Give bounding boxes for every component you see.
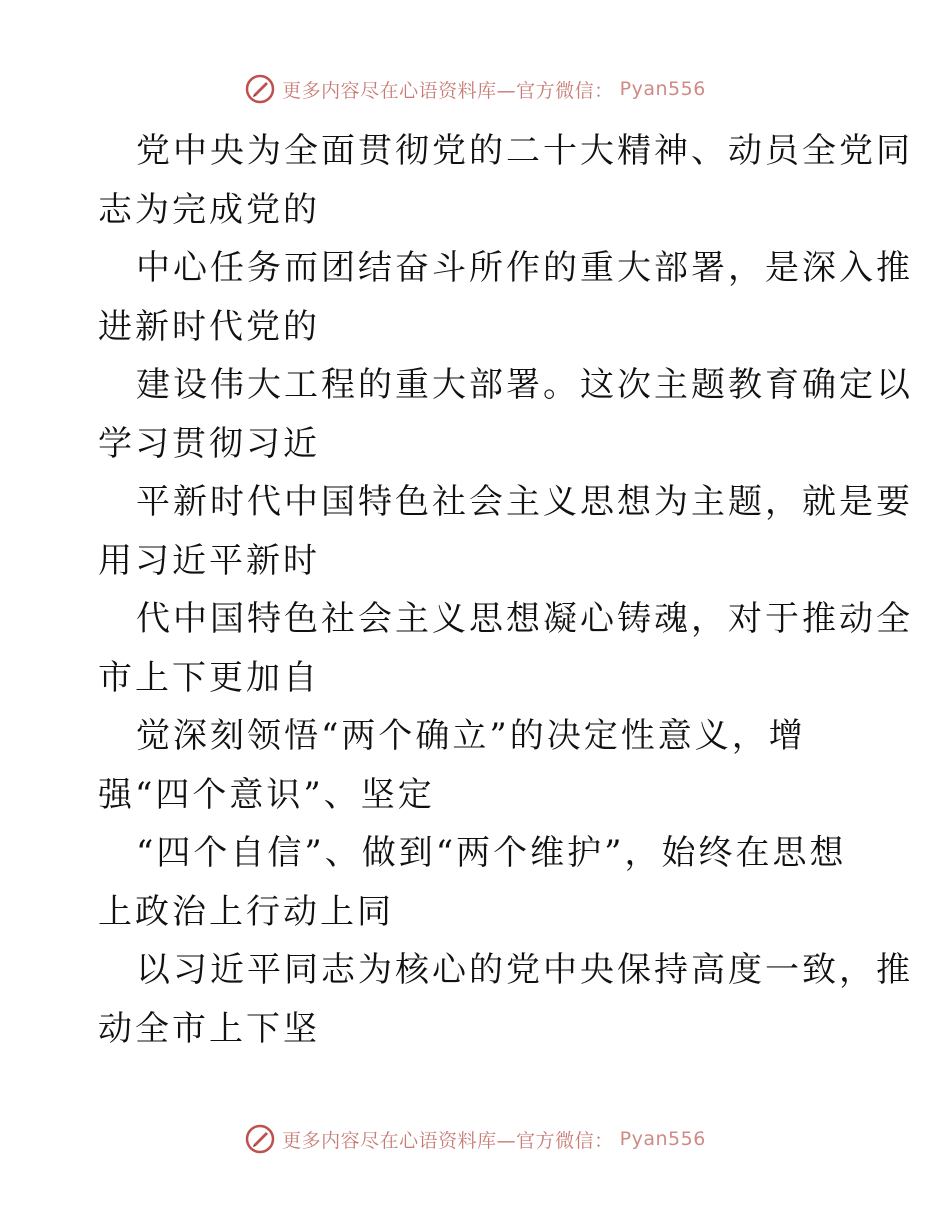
watermark-text: 更多内容尽在心语资料库—官方微信： (282, 1129, 614, 1152)
text-line: 上政治上行动上同 (98, 891, 394, 932)
text-line: 志为完成党的 (98, 189, 320, 230)
text-line: 平新时代中国特色社会主义思想为主题，就是要 (136, 482, 913, 522)
text-line: 动全市上下坚 (98, 1008, 320, 1049)
watermark-wechat-id: Pyan556 (619, 1128, 706, 1150)
text-line: 觉深刻领悟“两个确立”的决定性意义，增 (136, 716, 806, 756)
footer-watermark (0, 1122, 950, 1156)
text-line: 学习贯彻习近 (98, 423, 320, 464)
watermark-text: 更多内容尽在心语资料库—官方微信： (282, 79, 614, 102)
text-line: 用习近平新时 (98, 540, 320, 581)
text-line: 建设伟大工程的重大部署。这次主题教育确定以 (136, 365, 913, 405)
text-line: 党中央为全面贯彻党的二十大精神、动员全党同 (136, 131, 913, 171)
brand-logo-icon (244, 1123, 276, 1155)
text-line: “四个自信”、做到“两个维护”，始终在思想 (136, 833, 847, 873)
header-watermark (0, 72, 950, 106)
brand-logo-icon (244, 73, 276, 105)
text-line: 中心任务而团结奋斗所作的重大部署，是深入推 (136, 248, 913, 288)
watermark-wechat-id: Pyan556 (619, 78, 706, 100)
text-line: 进新时代党的 (98, 306, 320, 347)
text-line: 以习近平同志为核心的党中央保持高度一致，推 (136, 950, 913, 990)
text-line: 市上下更加自 (98, 657, 320, 698)
document-body (98, 122, 913, 1058)
text-line: 代中国特色社会主义思想凝心铸魂，对于推动全 (136, 599, 913, 639)
text-line: 强“四个意识”、坚定 (98, 774, 435, 815)
